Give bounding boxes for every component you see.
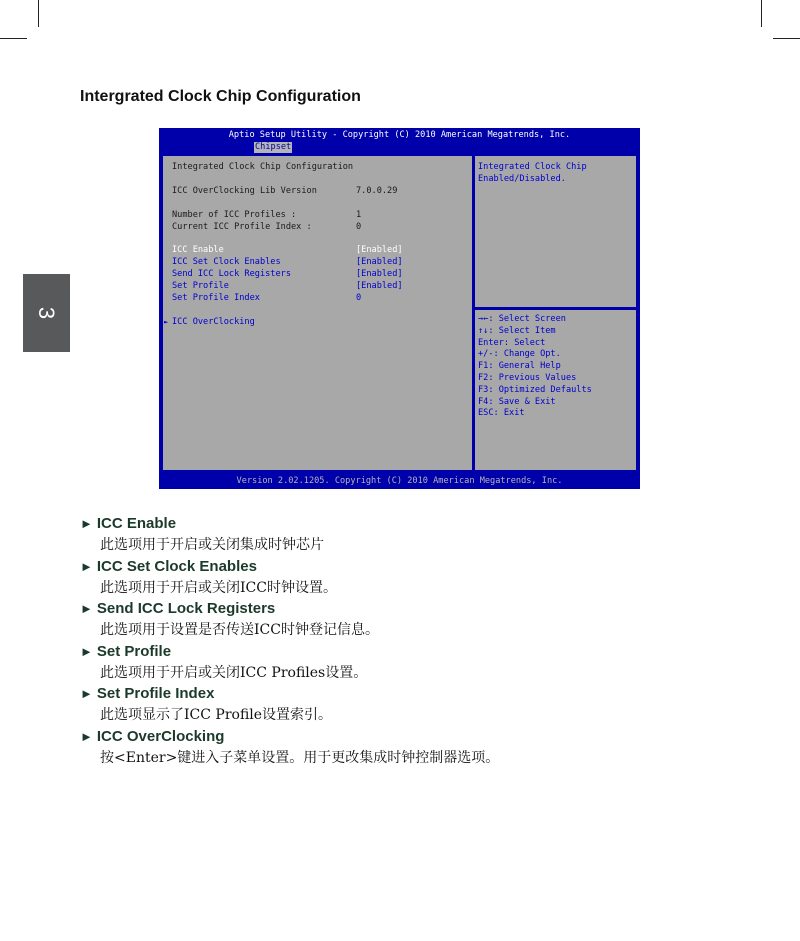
description-title: ICC Set Clock Enables xyxy=(96,557,257,575)
key-help-select-item: ↑↓: Select Item xyxy=(478,325,556,336)
chapter-number: 3 xyxy=(34,306,60,320)
list-item xyxy=(80,642,760,685)
key-help-f4: F4: Save & Exit xyxy=(478,396,556,407)
key-help-enter: Enter: Select xyxy=(478,337,546,348)
bios-header-title: Aptio Setup Utility - Copyright (C) 2010 American Megatrends, Inc. xyxy=(228,130,571,140)
setting-set-profile-index-value[interactable]: 0 xyxy=(356,293,362,303)
key-help-f1: F1: General Help xyxy=(478,361,561,372)
description-body: 此选项显示了ICC Profile设置索引。 xyxy=(100,707,333,723)
info-label: Number of ICC Profiles : xyxy=(172,210,297,220)
submenu-icc-overclocking[interactable]: ICC OverClocking xyxy=(172,317,255,327)
crop-mark xyxy=(761,0,762,27)
description-title: Set Profile Index xyxy=(96,685,215,702)
setting-send-icc-lock-registers-label[interactable]: Send ICC Lock Registers xyxy=(172,269,291,279)
bullet-arrow-icon: ► xyxy=(80,558,93,574)
description-body: 此选项用于设置是否传送ICC时钟登记信息。 xyxy=(100,622,379,638)
tab-chipset[interactable]: Chipset xyxy=(255,142,292,152)
section-title: Intergrated Clock Chip Configuration xyxy=(80,88,361,105)
bios-help-panel xyxy=(474,154,638,309)
list-item xyxy=(80,684,760,727)
description-title: ICC Enable xyxy=(96,515,177,532)
list-item xyxy=(80,727,760,770)
description-body: 此选项用于开启或关闭集成时钟芯片 xyxy=(100,537,324,553)
setting-icc-enable-value[interactable]: [Enabled] xyxy=(356,245,403,255)
help-text-line: Enabled/Disabled. xyxy=(478,174,566,184)
bios-screen-title: Integrated Clock Chip Configuration xyxy=(172,162,354,172)
help-text-line: Integrated Clock Chip xyxy=(478,162,587,172)
description-list xyxy=(80,514,760,769)
bullet-arrow-icon: ► xyxy=(80,728,93,744)
info-label: Current ICC Profile Index : xyxy=(172,222,312,232)
submenu-arrow-icon: ► xyxy=(164,318,169,326)
key-help-f2: F2: Previous Values xyxy=(478,372,577,383)
bullet-arrow-icon: ► xyxy=(80,643,93,659)
description-body: 此选项用于开启或关闭ICC Profiles设置。 xyxy=(100,664,368,681)
description-body: 按<Enter>键进入子菜单设置。用于更改集成时钟控制器选项。 xyxy=(100,749,500,766)
setting-send-icc-lock-registers-value[interactable]: [Enabled] xyxy=(356,269,403,279)
key-help-f3: F3: Optimized Defaults xyxy=(478,384,592,395)
list-item xyxy=(80,557,760,600)
bios-main-panel xyxy=(161,154,474,472)
bullet-arrow-icon: ► xyxy=(80,686,93,701)
bullet-arrow-icon: ► xyxy=(80,601,93,616)
key-help-change-opt: +/-: Change Opt. xyxy=(478,349,561,360)
crop-mark xyxy=(0,38,27,39)
list-item xyxy=(80,514,760,557)
setting-set-profile-label[interactable]: Set Profile xyxy=(172,281,229,291)
crop-mark xyxy=(773,38,800,39)
setting-set-profile-value[interactable]: [Enabled] xyxy=(356,281,403,291)
setting-icc-set-clock-enables-value[interactable]: [Enabled] xyxy=(356,257,403,267)
key-help-esc: ESC: Exit xyxy=(478,408,525,419)
description-title: ICC OverClocking xyxy=(96,727,225,745)
description-body: 此选项用于开启或关闭ICC时钟设置。 xyxy=(100,579,337,596)
list-item xyxy=(80,599,760,642)
bios-header xyxy=(159,128,640,154)
info-label: ICC OverClocking Lib Version xyxy=(172,186,317,196)
description-title: Set Profile xyxy=(96,642,172,660)
bios-footer: Version 2.02.1205. Copyright (C) 2010 American Megatrends, Inc. xyxy=(236,476,563,486)
setting-icc-set-clock-enables-label[interactable]: ICC Set Clock Enables xyxy=(172,257,281,267)
crop-mark xyxy=(38,0,39,27)
bios-key-help-panel xyxy=(474,308,638,472)
setting-icc-enable-label[interactable]: ICC Enable xyxy=(172,245,224,255)
info-value: 1 xyxy=(356,210,362,220)
info-value: 0 xyxy=(356,222,362,232)
bios-screenshot xyxy=(159,128,640,489)
bullet-arrow-icon: ► xyxy=(80,516,93,531)
chapter-tab xyxy=(23,274,70,352)
info-value: 7.0.0.29 xyxy=(356,186,398,196)
description-title: Send ICC Lock Registers xyxy=(96,600,276,617)
setting-set-profile-index-label[interactable]: Set Profile Index xyxy=(172,293,260,303)
key-help-select-screen: →←: Select Screen xyxy=(478,314,566,324)
